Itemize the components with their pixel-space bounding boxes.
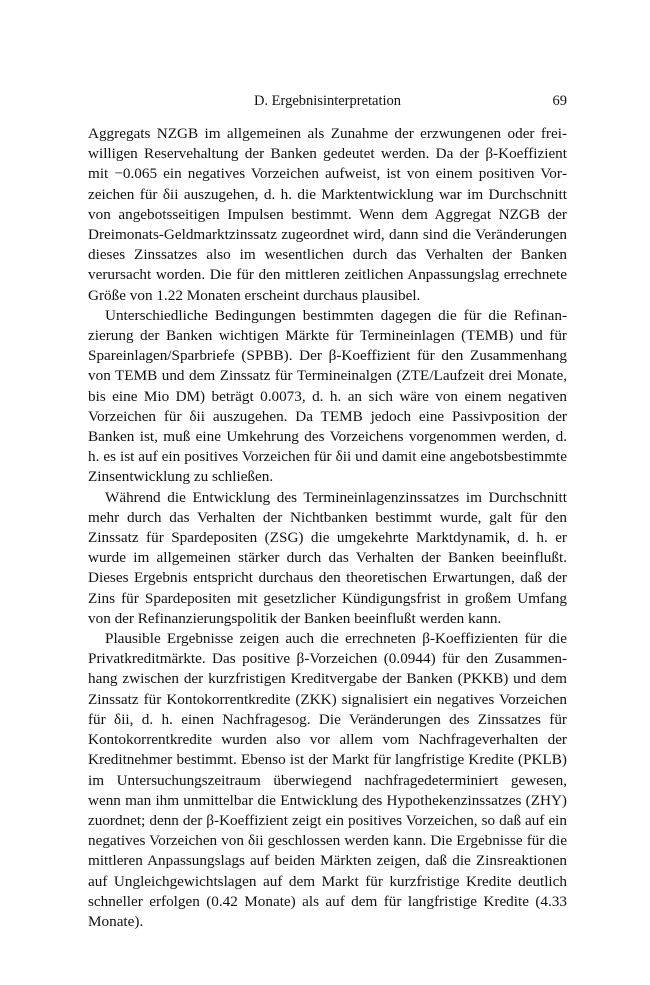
body-text [88,124,567,932]
running-header [88,91,567,111]
paragraph-3: Während die Entwicklung des Termineinlagenzinssatzes im Durchschnitt mehr durch das Verhalten der Nichtbanken bestimmt wurde, galt für den Zinssatz für Spardepositen (ZSG) die umgekehrte Marktdynamik, d. h. er wurde im allgemeinen stärker durch das Verhalten der Banken beeinflußt. Dieses Ergebnis entspricht durchaus den theoretischen Erwartungen, daß der Zins für Spardepositen mit gesetzlicher Kündigungsfrist in großem Umfang von der Refinanzierungspolitik der Banken beeinflußt werden kann. [88,488,567,627]
page-number: 69 [552,93,567,109]
paragraph-4: Plausible Ergebnisse zeigen auch die errechneten β-Koeffizienten für die Privatkreditmärkte. Das positive β-Vorzeichen (0.0944) für den Zusammenhang zwischen der kurzfristigen Kreditvergabe der Banken (PKKB) und dem Zinssatz für Kontokorrentkredite (ZKK) signalisiert ein negatives Vorzeichen für δii, d. h. einen Nachfragesog. Die Veränderungen des Zinssatzes für Kontokorrentkredite wurden also vor allem vom Nachfrageverhalten der Kreditnehmer bestimmt. Ebenso ist der Markt für langfristige Kredite (PKLB) im Untersuchungszeitraum überwiegend nachfragedeterminiert gewesen, wenn man ihm unmittelbar die Entwicklung des Hypothekenzinssatzes (ZHY) zuordnet; denn der β-Koeffizient zeigt ein positives Vorzeichen, so daß auf ein negatives Vorzeichen von δii geschlossen werden kann. Die Ergebnisse für die mittleren Anpassungslags auf beiden Märkten zeigen, daß die Zinsreaktionen auf Ungleichgewichtslagen auf dem Markt für kurzfristige Kredite deutlich schneller erfolgen (0.42 Monate) als auf dem für langfristige Kredite (4.33 Monate). [88,630,567,930]
chapter-title: D. Ergebnisinterpretation [253,93,402,109]
paragraph-2: Unterschiedliche Bedingungen bestimmten dagegen die für die Refinanzierung der Banken wichtigen Märkte für Termineinlagen (TEMB) und für Spareinlagen/Sparbriefe (SPBB). Der β-Koeffizient für den Zusammenhang von TEMB und dem Zinssatz für Termineinalgen (ZTE/Laufzeit drei Monate, bis eine Mio DM) beträgt 0.0073, d. h. an sich wäre von einem negativen Vorzeichen für δii auszugehen. Da TEMB jedoch eine Passivposition der Banken ist, muß eine Umkehrung des Vorzeichens vorgenommen werden, d. h. es ist auf ein positives Vorzeichen für δii und damit eine angebotsbestimmte Zinsentwicklung zu schließen. [88,306,567,486]
paragraph-1: Aggregats NZGB im allgemeinen als Zunahme der erzwungenen oder freiwilligen Reservehaltung der Banken gedeutet werden. Da der β-Koeffizient mit −0.065 ein negatives Vorzeichen aufweist, ist von einem positiven Vorzeichen für δii auszugehen, d. h. die Marktentwicklung war im Durchschnitt von angebotsseitigen Impulsen bestimmt. Wenn dem Aggregat NZGB der Dreimonats-Geldmarktzinssatz zugeordnet wird, dann sind die Veränderungen dieses Zinssatzes also im wesentlichen durch das Verhalten der Banken verursacht worden. Die für den mittleren zeitlichen Anpassungslag errechnete Größe von 1.22 Monaten erscheint durchaus plausibel. [88,125,567,304]
